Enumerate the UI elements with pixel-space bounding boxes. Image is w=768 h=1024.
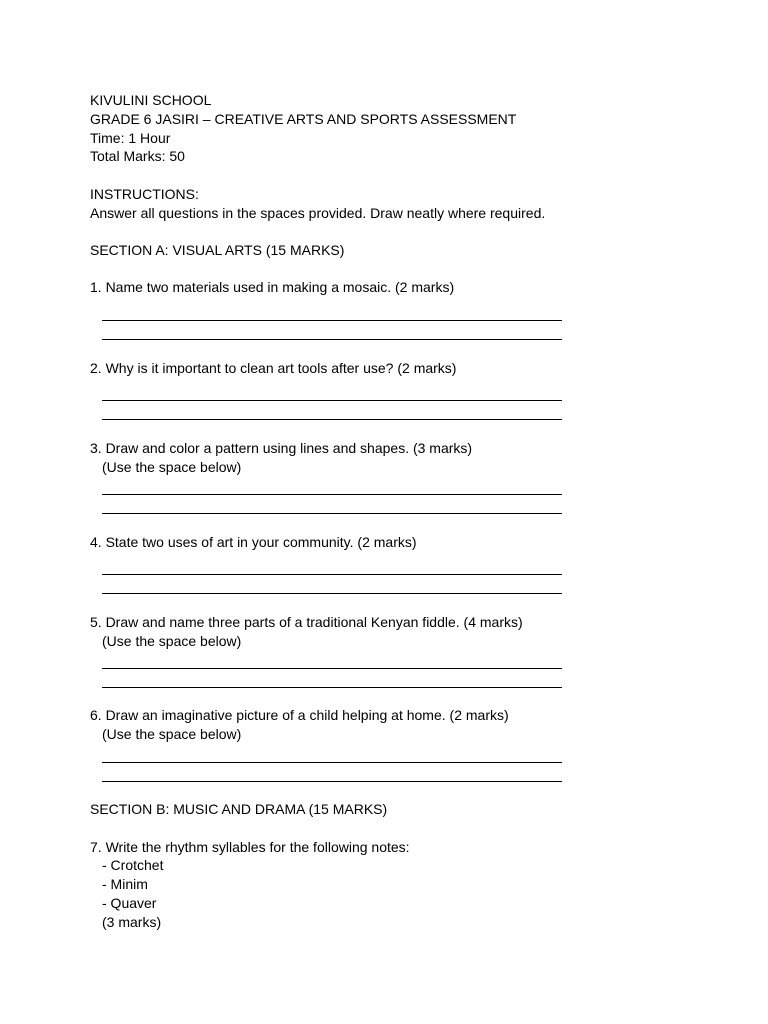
assessment-document [90,91,730,932]
question-text: 7. Write the rhythm syllables for the following notes: [90,838,410,855]
section-b-heading: SECTION B: MUSIC AND DRAMA (15 MARKS) [90,801,388,818]
time-allowed: Time: 1 Hour [90,129,171,146]
answer-line[interactable] [102,401,562,420]
answer-line[interactable] [102,575,562,594]
answer-line[interactable] [102,650,562,669]
question-note: (Use the space below) [102,458,242,475]
answer-line[interactable] [102,377,562,401]
question-note: (Use the space below) [102,726,242,743]
question-1 [90,278,730,340]
question-text: 3. Draw and color a pattern using lines and shapes. (3 marks) [90,439,473,456]
section-a-heading: SECTION A: VISUAL ARTS (15 MARKS) [90,241,345,258]
answer-line[interactable] [102,669,562,688]
question-2 [90,359,730,421]
question-text: 2. Why is it important to clean art tools after use? (2 marks) [90,359,457,376]
question-7 [90,838,730,932]
question-text: 5. Draw and name three parts of a traditional Kenyan fiddle. (4 marks) [90,613,523,630]
answer-line[interactable] [102,744,562,763]
question-text: 4. State two uses of art in your community. (2 marks) [90,533,417,550]
assessment-title: GRADE 6 JASIRI – CREATIVE ARTS AND SPORTS ASSESSMENT [90,110,517,127]
question-5 [90,613,730,688]
answer-line[interactable] [102,476,562,495]
school-name: KIVULINI SCHOOL [90,92,212,108]
question-3 [90,439,730,514]
total-marks: Total Marks: 50 [90,148,185,165]
question-marks: (3 marks) [102,913,162,930]
note-item-crotchet: - Crotchet [102,857,164,874]
instructions-text: Answer all questions in the spaces provided. Draw neatly where required. [90,204,546,221]
question-text: 6. Draw an imaginative picture of a child helping at home. (2 marks) [90,707,509,724]
note-item-quaver: - Quaver [102,895,157,912]
question-note: (Use the space below) [102,632,242,649]
answer-line[interactable] [102,321,562,340]
question-6 [90,706,730,781]
answer-line[interactable] [102,551,562,575]
note-item-minim: - Minim [102,876,148,893]
answer-line[interactable] [102,495,562,514]
answer-line[interactable] [102,297,562,321]
answer-line[interactable] [102,763,562,782]
question-4 [90,533,730,595]
question-text: 1. Name two materials used in making a mosaic. (2 marks) [90,279,455,296]
instructions-heading: INSTRUCTIONS: [90,185,199,202]
